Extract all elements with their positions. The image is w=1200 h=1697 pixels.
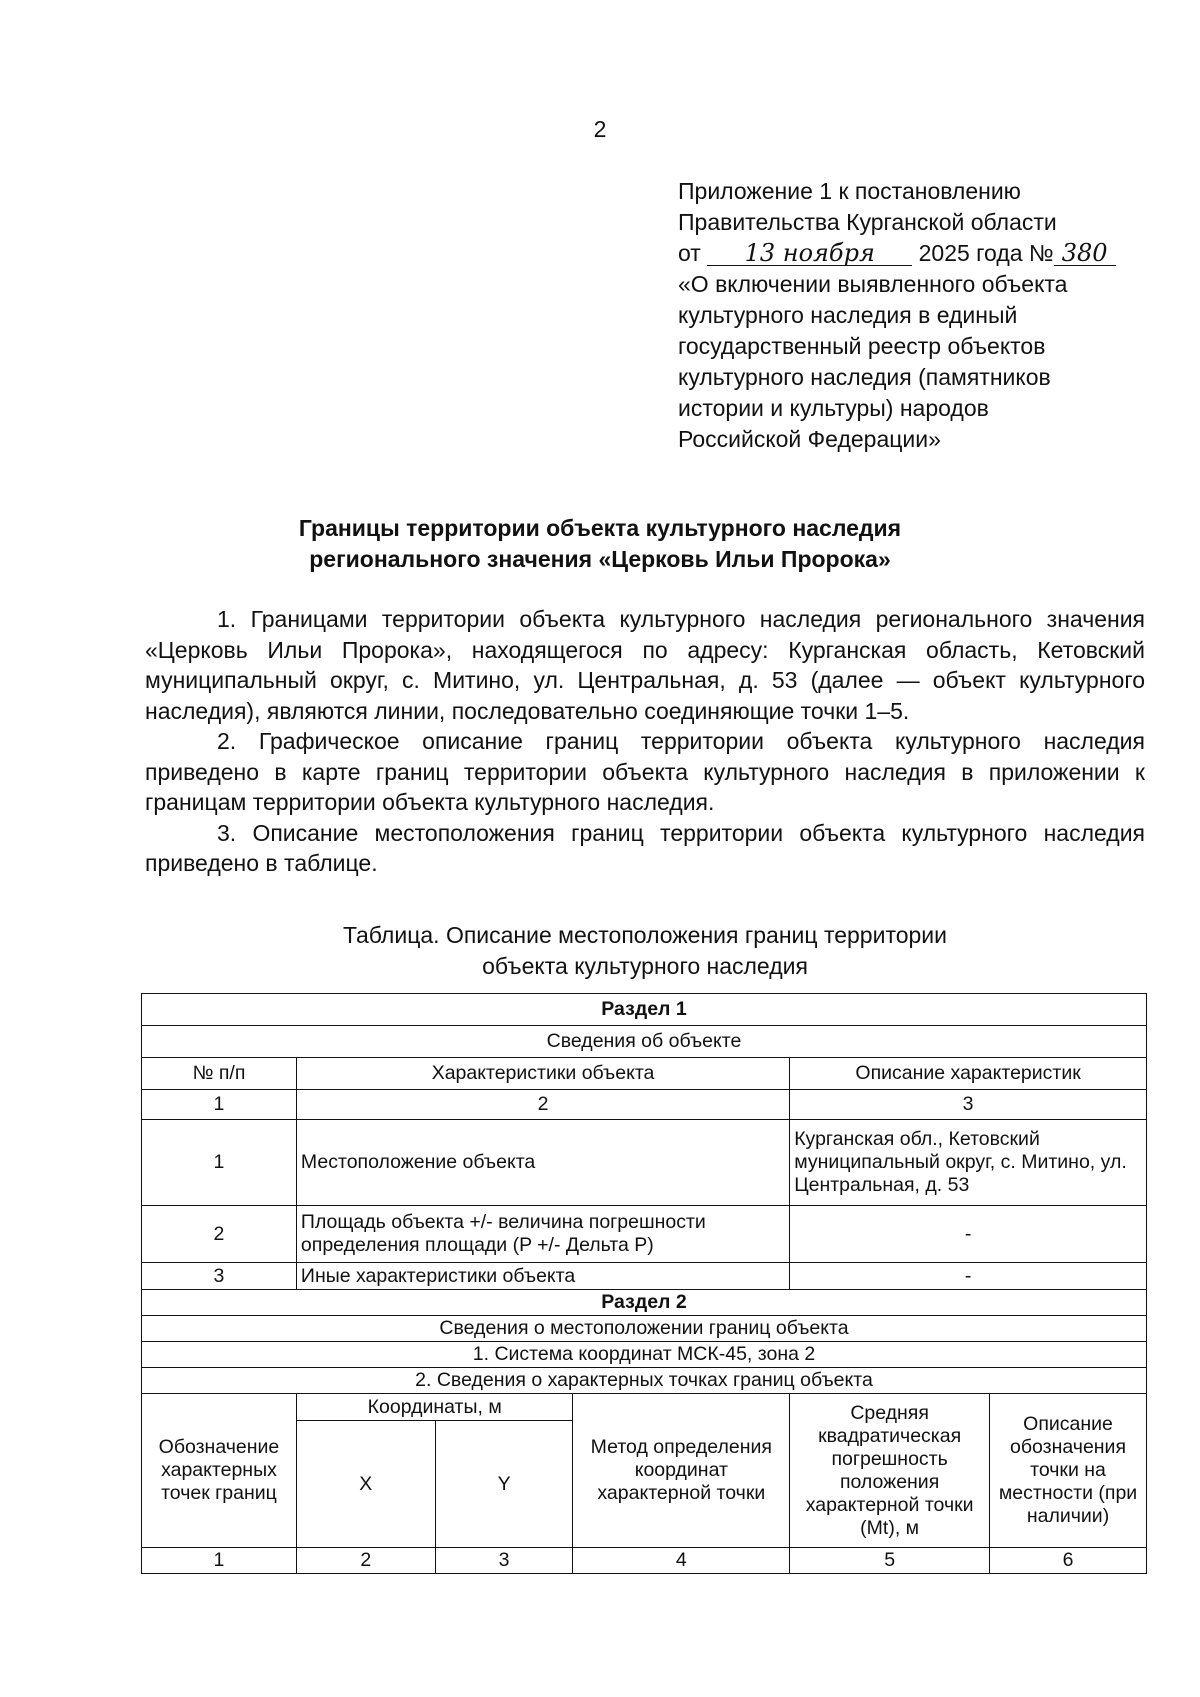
col-number: 3 <box>435 1548 573 1574</box>
col-method: Метод определения координат характерной точки <box>573 1394 790 1548</box>
appendix-line: Правительства Курганской области <box>678 209 1057 235</box>
col-header-num: № п/п <box>142 1058 297 1090</box>
col-number: 4 <box>573 1548 790 1574</box>
col-header-characteristics: Характеристики объекта <box>296 1058 789 1090</box>
handwritten-date: 13 ноября <box>707 241 912 266</box>
appendix-line: «О включении выявленного объекта <box>678 271 1068 297</box>
row-name: Иные характеристики объекта <box>296 1263 789 1290</box>
appendix-line: культурного наследия в единый <box>678 302 1018 328</box>
row-name: Местоположение объекта <box>296 1120 789 1206</box>
row-desc: - <box>790 1206 1147 1263</box>
col-x: X <box>296 1421 435 1548</box>
col-number: 2 <box>296 1090 789 1120</box>
col-y: Y <box>435 1421 573 1548</box>
table-caption <box>0 920 1200 982</box>
handwritten-number: 380 <box>1054 241 1116 266</box>
col-number: 1 <box>142 1548 297 1574</box>
paragraph-3: 3. Описание местоположения границ территории объекта культурного наследия приведено в таблице. <box>145 819 1145 876</box>
row-num: 1 <box>142 1120 297 1206</box>
title-line: Границы территории объекта культурного наследия <box>298 515 902 541</box>
col-point-designation: Обозначение характерных точек границ <box>142 1394 297 1548</box>
col-coordinates: Координаты, м <box>296 1394 573 1421</box>
paragraph-2: 2. Графическое описание границ территории объекта культурного наследия приведено в карте границ территории объекта культурного наследия в приложении к границам территории объекта культурного наследия. <box>145 728 1145 815</box>
row-desc: - <box>790 1263 1147 1290</box>
section-2-header: Раздел 2 <box>142 1290 1147 1316</box>
appendix-line: Приложение 1 к постановлению <box>678 178 1021 204</box>
table-row <box>142 1120 1147 1206</box>
section-1-subheader: Сведения об объекте <box>142 1026 1147 1058</box>
title-line: регионального значения «Церковь Ильи Пророка» <box>309 546 891 572</box>
appendix-header <box>678 176 1148 455</box>
table-row <box>142 1206 1147 1263</box>
col-number: 2 <box>296 1548 435 1574</box>
section-1-header: Раздел 1 <box>142 994 1147 1026</box>
col-number: 1 <box>142 1090 297 1120</box>
col-number: 3 <box>790 1090 1147 1120</box>
document-title <box>0 513 1200 575</box>
col-header-description: Описание характеристик <box>790 1058 1147 1090</box>
table-row <box>142 1263 1147 1290</box>
row-desc: Курганская обл., Кетовский муниципальный округ, с. Митино, ул. Центральная, д. 53 <box>790 1120 1147 1206</box>
section-2-subheader: Сведения о местоположении границ объекта <box>142 1316 1147 1342</box>
paragraph-1: 1. Границами территории объекта культурного наследия регионального значения «Церковь Ильи Пророка», находящегося по адресу: Курганская область, Кетовский муниципальный округ, с. Митино, ул. Центральная, д. 53 (далее — объект культурного наследия), являются линии, последовательно соединяющие точки 1–5. <box>145 606 1145 724</box>
appendix-line: государственный реестр объектов <box>678 333 1046 359</box>
col-error: Средняя квадратическая погрешность положения характерной точки (Mt), м <box>790 1394 990 1548</box>
appendix-line: культурного наследия (памятников <box>678 364 1051 390</box>
caption-line: Таблица. Описание местоположения границ территории <box>342 922 947 948</box>
date-prefix: от <box>678 240 701 266</box>
appendix-line: истории и культуры) народов <box>678 395 989 421</box>
coordinate-system: 1. Система координат МСК-45, зона 2 <box>142 1342 1147 1368</box>
row-name: Площадь объекта +/- величина погрешности определения площади (P +/- Дельта P) <box>296 1206 789 1263</box>
page-number: 2 <box>593 116 607 142</box>
boundary-table <box>141 993 1147 1574</box>
row-num: 2 <box>142 1206 297 1263</box>
caption-line: объекта культурного наследия <box>482 953 808 979</box>
appendix-date-line <box>678 238 1148 269</box>
col-number: 6 <box>990 1548 1147 1574</box>
points-title: 2. Сведения о характерных точках границ объекта <box>142 1368 1147 1394</box>
body-text <box>145 604 1145 879</box>
col-number: 5 <box>790 1548 990 1574</box>
date-year: 2025 года № <box>918 240 1054 266</box>
col-point-description: Описание обозначения точки на местности (при наличии) <box>990 1394 1147 1548</box>
row-num: 3 <box>142 1263 297 1290</box>
appendix-line: Российской Федерации» <box>678 426 941 452</box>
